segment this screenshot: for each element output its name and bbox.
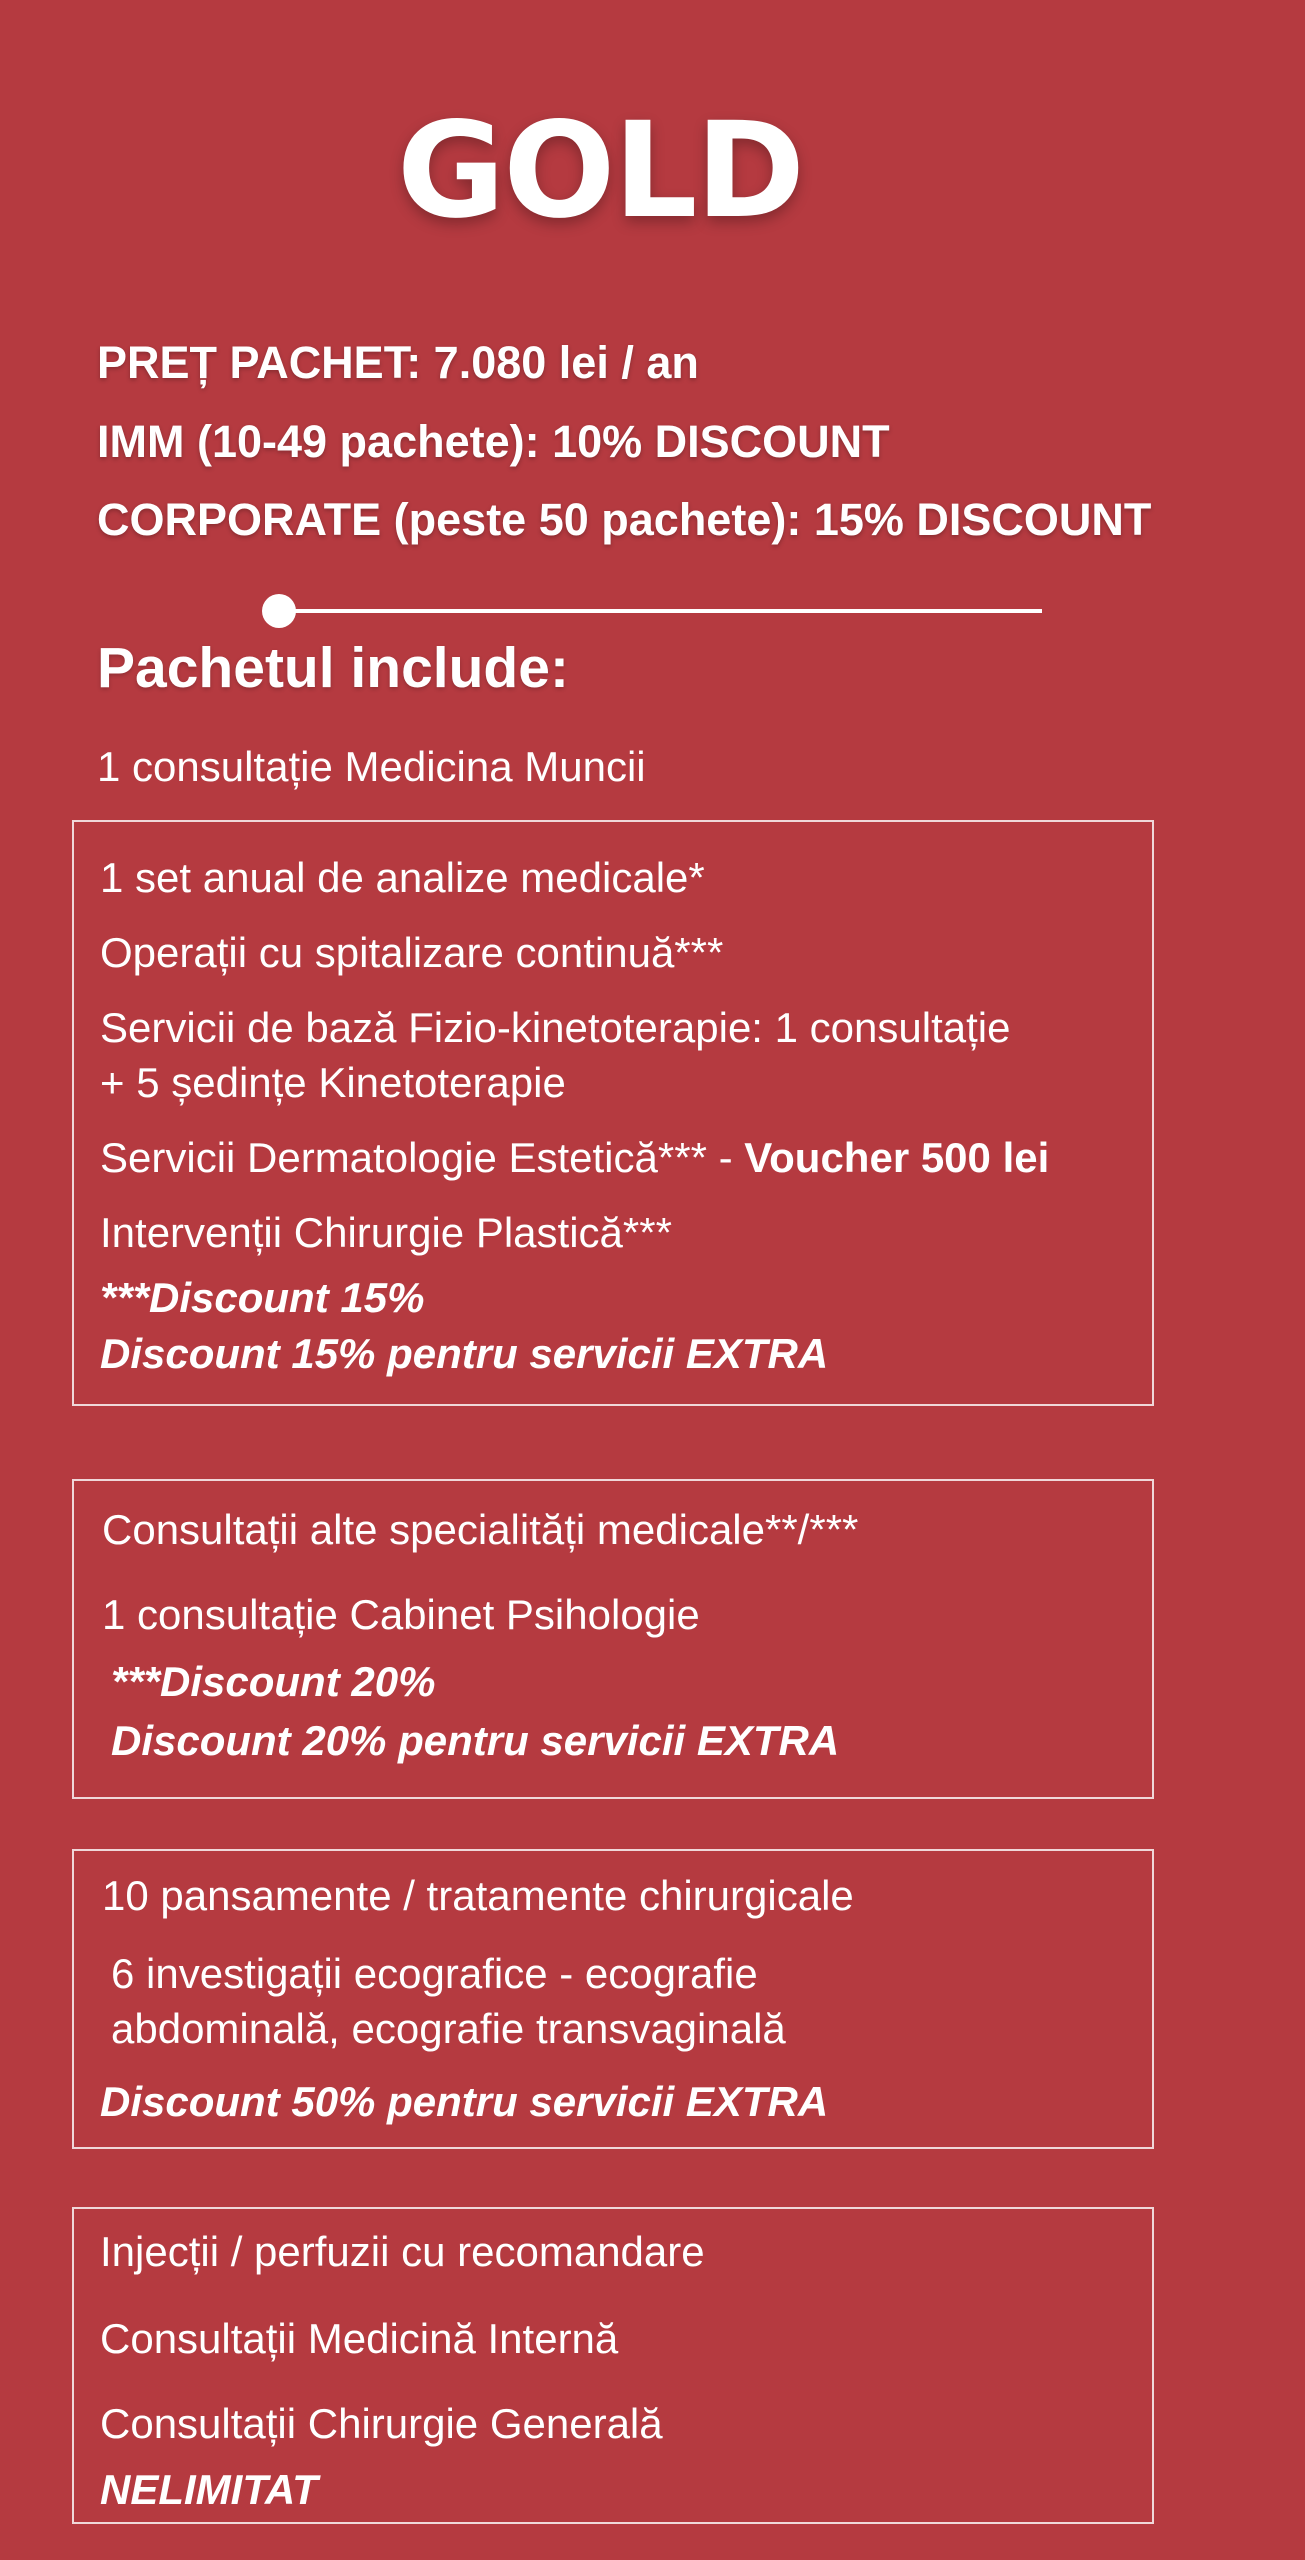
list-item: 1 consultație Cabinet Psihologie [102, 1591, 700, 1638]
package-title: GOLD [396, 94, 804, 248]
list-item: 10 pansamente / tratamente chirurgicale [102, 1872, 854, 1919]
medicina-muncii-item: 1 consultație Medicina Muncii [97, 743, 646, 790]
list-item: 1 set anual de analize medicale* [100, 854, 705, 901]
divider-dot-icon [262, 594, 296, 628]
voucher-highlight: Voucher 500 lei [744, 1134, 1050, 1181]
list-item: Consultații Medicină Internă [100, 2315, 619, 2362]
discount-note: Discount 15% pentru servicii EXTRA [100, 1330, 829, 1377]
discount-note: Discount 20% pentru servicii EXTRA [111, 1717, 840, 1764]
divider-line [282, 609, 1042, 613]
list-item: Intervenții Chirurgie Plastică*** [100, 1209, 672, 1256]
unlimited-note: NELIMITAT [100, 2466, 318, 2513]
services-box-4 [72, 2207, 1154, 2524]
imm-discount: IMM (10-49 pachete): 10% DISCOUNT [97, 416, 890, 467]
list-item-continuation: abdominală, ecografie transvaginală [111, 2005, 786, 2052]
package-price: PREȚ PACHET: 7.080 lei / an [97, 337, 699, 388]
corporate-discount: CORPORATE (peste 50 pachete): 15% DISCOUNT [97, 494, 1152, 545]
services-box-2 [72, 1479, 1154, 1799]
list-item: Consultații alte specialități medicale**/*** [102, 1506, 859, 1553]
discount-note: ***Discount 15% [100, 1274, 425, 1321]
list-item: 6 investigații ecografice - ecografie [111, 1950, 758, 1997]
divider [262, 594, 1042, 628]
list-item: Injecții / perfuzii cu recomandare [100, 2228, 705, 2275]
services-box-3 [72, 1849, 1154, 2149]
includes-heading: Pachetul include: [97, 636, 569, 700]
discount-note: Discount 50% pentru servicii EXTRA [100, 2078, 829, 2125]
list-item [100, 1130, 1049, 1185]
list-item-continuation: + 5 ședințe Kinetoterapie [100, 1059, 566, 1106]
services-box-1 [72, 820, 1154, 1406]
discount-note: ***Discount 20% [111, 1658, 436, 1705]
list-item: Servicii de bază Fizio-kinetoterapie: 1 consultație [100, 1004, 1011, 1051]
list-item: Consultații Chirurgie Generală [100, 2400, 663, 2447]
list-item: Operații cu spitalizare continuă*** [100, 929, 724, 976]
list-item-text: Servicii Dermatologie Estetică*** - [100, 1134, 745, 1181]
